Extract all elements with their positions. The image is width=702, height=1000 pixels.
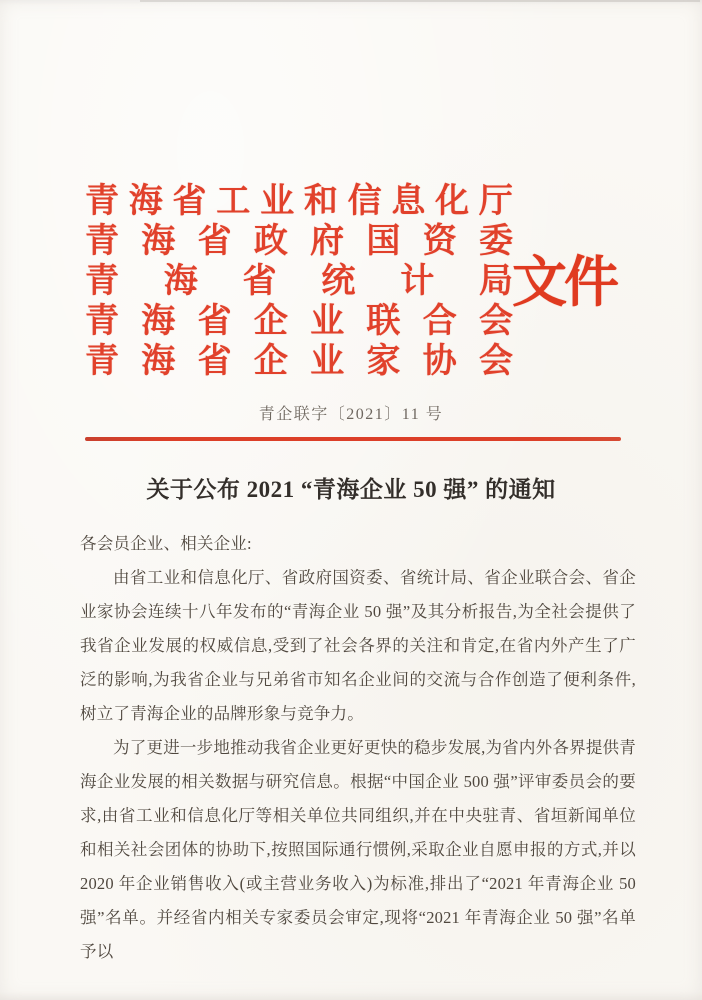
document-title: 关于公布 2021 “青海企业 50 强” 的通知: [146, 477, 556, 502]
document-number: 青企联字〔2021〕11 号: [258, 406, 444, 423]
letterhead-org-3: 青 海 省 统 计 局: [85, 263, 513, 300]
separator-line: [85, 437, 621, 441]
paragraph-1: 由省工业和信息化厅、省政府国资委、省统计局、省企业联合会、省企业家协会连续十八年发布的“青海企业 50 强”及其分析报告,为全社会提供了我省企业发展的权威信息,受到了社会各界的关注和肯定,在省内外产生了广泛的影响,为我省企业与兄弟省市知名企业间的交流与合作创造了便利条件,树立了青海企业的品牌形象与竞争力。: [80, 568, 636, 723]
letterhead-org-2: 青 海 省 政 府 国 资 委: [85, 223, 513, 260]
letterhead-org-5: 青 海 省 企 业 家 协 会: [85, 343, 513, 380]
letterhead: [85, 182, 513, 382]
salutation: 各会员企业、相关企业:: [80, 534, 252, 553]
letterhead-org-4: 青 海 省 企 业 联 合 会: [85, 303, 513, 340]
paragraph-2: 为了更进一步地推动我省企业更好更快的稳步发展,为省内外各界提供青海企业发展的相关数据与研究信息。根据“中国企业 500 强”评审委员会的要求,由省工业和信息化厅等相关单位共同组织,并在中央驻青、省垣新闻单位和相关社会团体的协助下,按照国际通行惯例,采取企业自愿申报的方式,并以 2020 年企业销售收入(或主营业务收入)为标准,排出了“2021 年青海企业 50 强”名单。并经省内相关专家委员会审定,现将“2021 年青海企业 50 强”名单予以: [80, 738, 636, 961]
scan-edge-artifact: [140, 0, 700, 2]
document-type-label: 文件: [512, 252, 617, 313]
document-body: [80, 527, 636, 969]
letterhead-org-1: 青 海 省 工 业 和 信 息 化 厅: [85, 183, 513, 220]
